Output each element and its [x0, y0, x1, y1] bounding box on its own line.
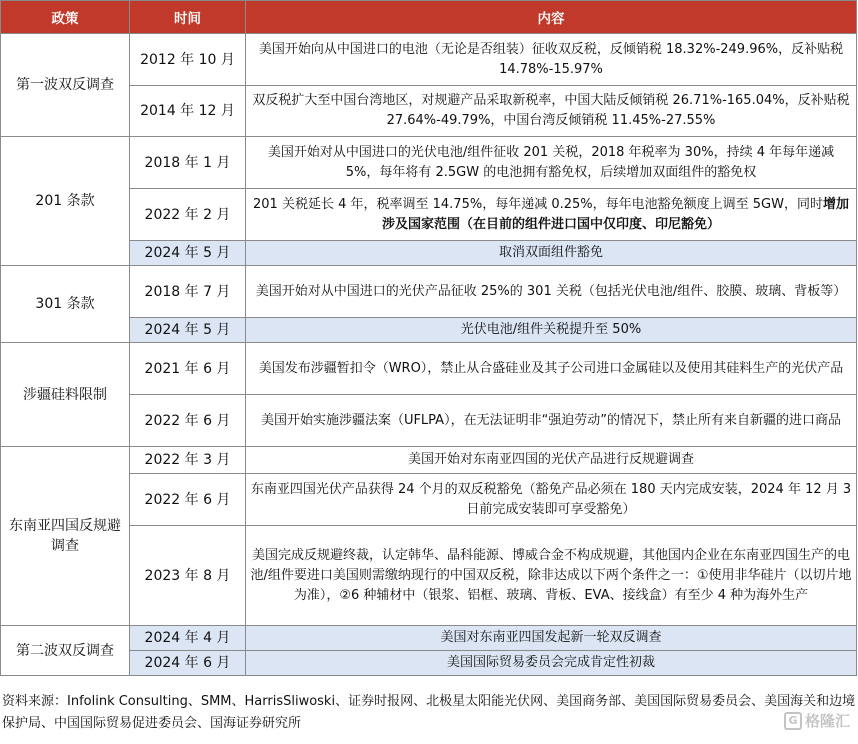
- row-content: 双反税扩大至中国台湾地区，对规避产品采取新税率，中国大陆反倾销税 26.71%-165.04%，反补贴税 27.64%-49.79%，中国台湾反倾销税 11.45%-27.55%: [246, 86, 857, 137]
- table-row: [1, 137, 857, 189]
- row-content-bold: 增加涉及国家范围（在目前的组件进口国中仅印度、印尼豁免）: [381, 196, 849, 232]
- table-row: [1, 318, 857, 343]
- table-row: [1, 526, 857, 626]
- policy-category: 201 条款: [1, 137, 130, 266]
- header-time: 时间: [130, 1, 246, 34]
- row-content: 东南亚四国光伏产品获得 24 个月的双反税豁免（豁免产品必须在 180 天内完成安装，2024 年 12 月 3 日前完成安装即可享受豁免）: [246, 474, 857, 526]
- source-note: 资料来源：Infolink Consulting、SMM、HarrisSliwoski、证券时报网、北极星太阳能光伏网、美国商务部、美国国际贸易委员会、美国海关和边境保护局、中国国际贸易促进委员会、国海证券研究所: [2, 694, 856, 731]
- table-row: [1, 34, 857, 86]
- policy-category: 301 条款: [1, 266, 130, 343]
- row-content: 美国发布涉疆暂扣令（WRO），禁止从合盛硅业及其子公司进口金属硅以及使用其硅料生产的光伏产品: [246, 343, 857, 395]
- table-row: [1, 241, 857, 266]
- row-content: 美国开始实施涉疆法案（UFLPA），在无法证明非“强迫劳动”的情况下，禁止所有来自新疆的进口商品: [246, 395, 857, 447]
- row-time: 2012 年 10 月: [130, 34, 246, 86]
- watermark: [784, 710, 850, 731]
- row-time: 2022 年 2 月: [130, 189, 246, 241]
- row-time: 2024 年 4 月: [130, 626, 246, 651]
- table-row: [1, 651, 857, 676]
- policy-category: 第一波双反调查: [1, 34, 130, 137]
- table-row: [1, 86, 857, 137]
- table-row: [1, 474, 857, 526]
- row-time: 2014 年 12 月: [130, 86, 246, 137]
- table-row: [1, 266, 857, 318]
- row-content: 取消双面组件豁免: [246, 241, 857, 266]
- row-time: 2024 年 5 月: [130, 241, 246, 266]
- row-content-text: 201 关税延长 4 年，税率调至 14.75%，每年递减 0.25%，每年电池豁免额度上调至 5GW，同时: [253, 196, 823, 212]
- watermark-text: 格隆汇: [804, 712, 850, 730]
- table-row: [1, 343, 857, 395]
- row-content: 美国开始对从中国进口的光伏产品征收 25%的 301 关税（包括光伏电池/组件、胶膜、玻璃、背板等）: [246, 266, 857, 318]
- row-content: 美国开始对从中国进口的光伏电池/组件征收 201 关税，2018 年税率为 30%，持续 4 年每年递减 5%，每年将有 2.5GW 的电池拥有豁免权，后续增加双面组件的豁免权: [246, 137, 857, 189]
- row-content: 美国开始向从中国进口的电池（无论是否组装）征收双反税，反倾销税 18.32%-249.96%，反补贴税 14.78%-15.97%: [246, 34, 857, 86]
- row-content: 美国对东南亚四国发起新一轮双反调查: [246, 626, 857, 651]
- row-content: 光伏电池/组件关税提升至 50%: [246, 318, 857, 343]
- policy-category: 第二波双反调查: [1, 626, 130, 676]
- table-row: [1, 447, 857, 474]
- table-row: [1, 395, 857, 447]
- row-time: 2018 年 1 月: [130, 137, 246, 189]
- table-header-row: [1, 1, 857, 34]
- row-content: 美国国际贸易委员会完成肯定性初裁: [246, 651, 857, 676]
- row-time: 2022 年 6 月: [130, 395, 246, 447]
- row-time: 2024 年 5 月: [130, 318, 246, 343]
- policy-category: 涉疆硅料限制: [1, 343, 130, 447]
- row-content: 美国开始对东南亚四国的光伏产品进行反规避调查: [246, 447, 857, 474]
- header-content: 内容: [246, 1, 857, 34]
- watermark-logo-icon: G: [784, 712, 802, 730]
- row-time: 2021 年 6 月: [130, 343, 246, 395]
- row-content: 美国完成反规避终裁，认定韩华、晶科能源、博威合金不构成规避，其他国内企业在东南亚四国生产的电池/组件要进口美国则需缴纳现行的中国双反税，除非达成以下两个条件之一：①使用非华硅片（以切片地为准），②6 种辅材中（银浆、铝框、玻璃、背板、EVA、接线盒）有至少 4 种为海外生产: [246, 526, 857, 626]
- row-time: 2024 年 6 月: [130, 651, 246, 676]
- row-time: 2022 年 3 月: [130, 447, 246, 474]
- policy-category: 东南亚四国反规避调查: [1, 447, 130, 626]
- row-time: 2023 年 8 月: [130, 526, 246, 626]
- row-time: 2018 年 7 月: [130, 266, 246, 318]
- table-row: [1, 626, 857, 651]
- row-content: [246, 189, 857, 241]
- header-policy: 政策: [1, 1, 130, 34]
- row-time: 2022 年 6 月: [130, 474, 246, 526]
- table-row: [1, 189, 857, 241]
